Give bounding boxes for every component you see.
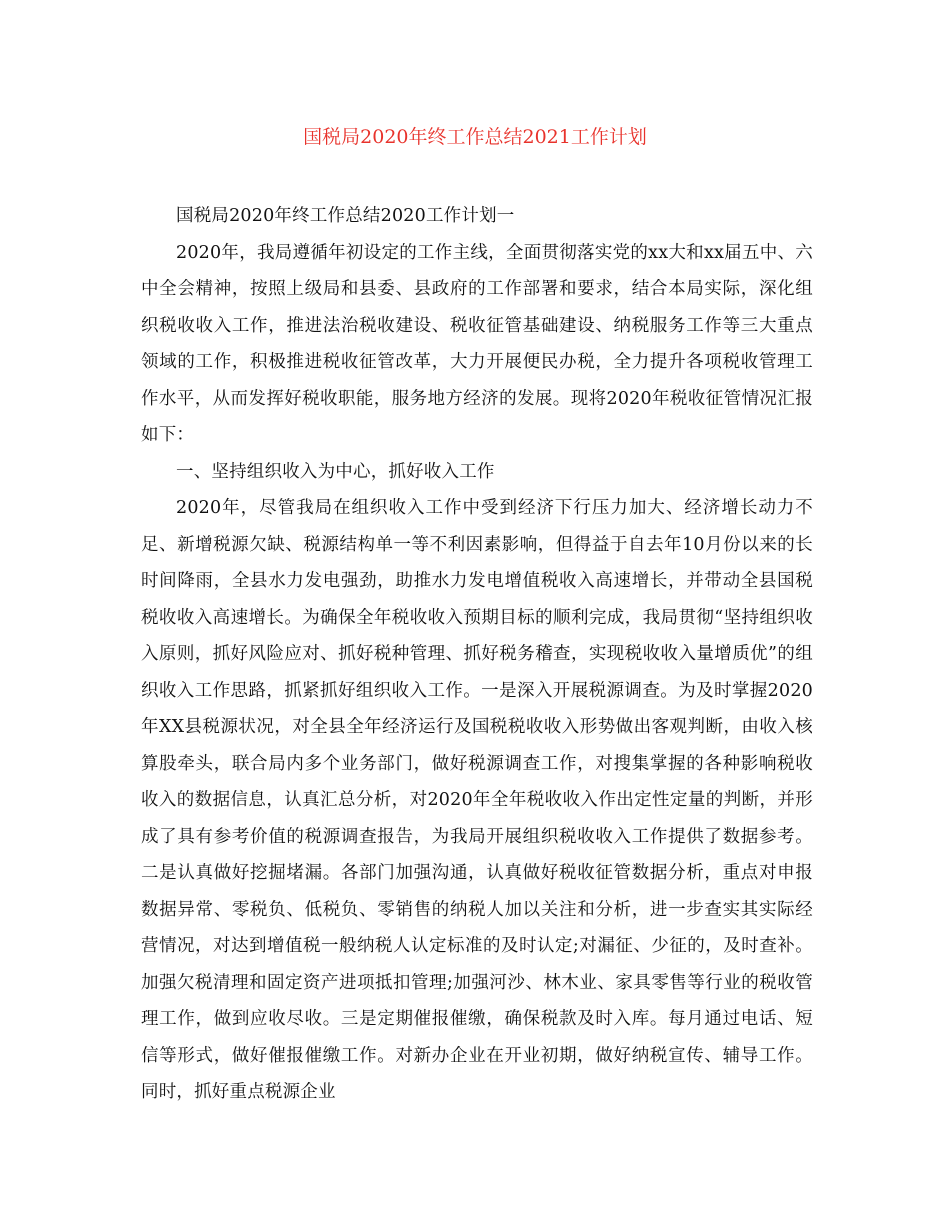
document-title: 国税局2020年终工作总结2021工作计划 <box>303 126 647 148</box>
paragraph-subtitle: 国税局2020年终工作总结2020工作计划一 <box>176 206 515 226</box>
paragraph-intro: 2020年，我局遵循年初设定的工作主线，全面贯彻落实党的xx大和xx届五中、六中全会精神，按照上级局和县委、县政府的工作部署和要求，结合本局实际，深化组织税收收入工作，推进法治税收建设、税收征管基础建设、纳税服务工作等三大重点领域的工作，积极推进税收征管改革，大力开展便民办税，全力提升各项税收管理工作水平，从而发挥好税收职能，服务地方经济的发展。现将2020年税收征管情况汇报如下： <box>141 242 813 445</box>
section-heading-1: 一、坚持组织收入为中心，抓好收入工作 <box>176 461 495 482</box>
document-body <box>141 198 813 1111</box>
paragraph-section-1: 2020年，尽管我局在组织收入工作中受到经济下行压力加大、经济增长动力不足、新增税源欠缺、税源结构单一等不利因素影响，但得益于自去年10月份以来的长时间降雨，全县水力发电强劲，助推水力发电增值税收入高速增长，并带动全县国税税收收入高速增长。为确保全年税收收入预期目标的顺利完成，我局贯彻“坚持组织收入原则，抓好风险应对、抓好税种管理、抓好税务稽查，实现税收收入量增质优”的组织收入工作思路，抓紧抓好组织收入工作。一是深入开展税源调查。为及时掌握2020年XX县税源状况，对全县全年经济运行及国税税收收入形势做出客观判断，由收入核算股牵头，联合局内多个业务部门，做好税源调查工作，对搜集掌握的各种影响税收收入的数据信息，认真汇总分析，对2020年全年税收收入作出定性定量的判断，并形成了具有参考价值的税源调查报告，为我局开展组织税收收入工作提供了数据参考。二是认真做好挖掘堵漏。各部门加强沟通，认真做好税收征管数据分析，重点对申报数据异常、零税负、低税负、零销售的纳税人加以关注和分析，进一步查实其实际经营情况，对达到增值税一般纳税人认定标准的及时认定;对漏征、少征的，及时查补。加强欠税清理和固定资产进项抵扣管理;加强河沙、林木业、家具零售等行业的税收管理工作，做到应收尽收。三是定期催报催缴，确保税款及时入库。每月通过电话、短信等形式，做好催报催缴工作。对新办企业在开业初期，做好纳税宣传、辅导工作。同时，抓好重点税源企业 <box>141 498 813 1102</box>
